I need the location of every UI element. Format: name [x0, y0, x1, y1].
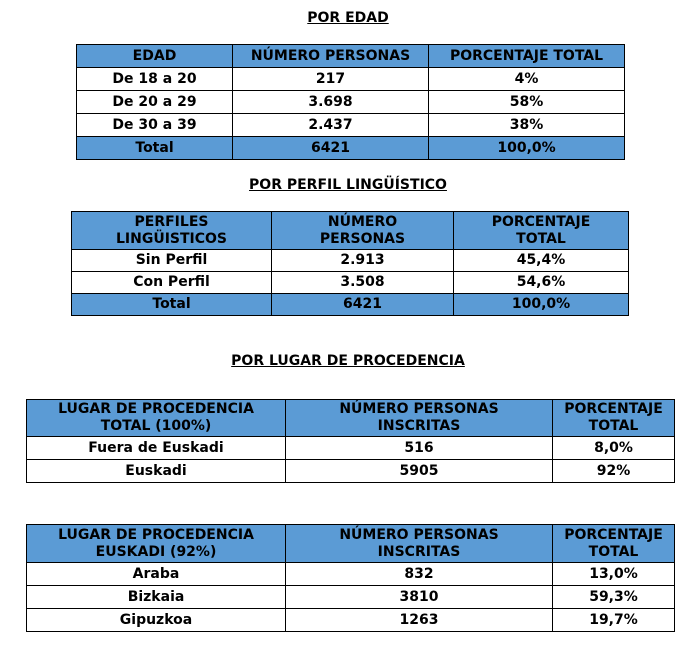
- column-header: EDAD: [77, 45, 233, 68]
- column-header: [286, 525, 553, 563]
- table-header-row: [77, 45, 625, 68]
- column-header: NÚMERO PERSONAS: [233, 45, 429, 68]
- table-cell: 4%: [429, 68, 625, 91]
- table-cell: Sin Perfil: [72, 250, 272, 272]
- table-cell: 2.437: [233, 114, 429, 137]
- table-cell: 45,4%: [454, 250, 629, 272]
- table-cell: 2.913: [272, 250, 454, 272]
- origin-euskadi-table: [26, 524, 675, 632]
- column-header: [286, 400, 553, 437]
- table-row: [27, 609, 675, 632]
- table-row: [77, 68, 625, 91]
- column-header-text: PORCENTAJE TOTAL: [491, 213, 591, 247]
- column-header: [454, 212, 629, 250]
- table-row: [72, 272, 629, 294]
- column-header-text: PORCENTAJE TOTAL: [564, 401, 663, 434]
- table-row: [27, 586, 675, 609]
- language-table: [71, 211, 629, 316]
- table-cell: 832: [286, 563, 553, 586]
- table-cell: 516: [286, 437, 553, 460]
- column-header: [72, 212, 272, 250]
- age-section-title: POR EDAD: [307, 10, 389, 26]
- table-cell: Fuera de Euskadi: [27, 437, 286, 460]
- table-header-row: [27, 400, 675, 437]
- table-cell: 6421: [272, 294, 454, 316]
- table-row: [27, 563, 675, 586]
- origin-section-title: POR LUGAR DE PROCEDENCIA: [231, 353, 465, 369]
- table-cell: 59,3%: [553, 586, 675, 609]
- column-header: [272, 212, 454, 250]
- column-header-text: NÚMERO PERSONAS INSCRITAS: [339, 526, 499, 560]
- table-cell: 58%: [429, 91, 625, 114]
- table-cell: 38%: [429, 114, 625, 137]
- column-header: [553, 525, 675, 563]
- table-cell: 100,0%: [454, 294, 629, 316]
- table-cell: Gipuzkoa: [27, 609, 286, 632]
- table-cell: 5905: [286, 460, 553, 483]
- table-cell: 3810: [286, 586, 553, 609]
- table-header-row: [27, 525, 675, 563]
- total-row: [72, 294, 629, 316]
- column-header: [27, 525, 286, 563]
- column-header-text: PORCENTAJE TOTAL: [564, 526, 663, 560]
- origin-total-table: [26, 399, 675, 483]
- column-header-text: NÚMERO PERSONAS: [319, 213, 406, 247]
- table-cell: 3.508: [272, 272, 454, 294]
- table-row: [27, 437, 675, 460]
- column-header: [27, 400, 286, 437]
- table-header-row: [72, 212, 629, 250]
- table-row: [72, 250, 629, 272]
- language-section-title: POR PERFIL LINGÜÍSTICO: [249, 177, 447, 193]
- table-row: [77, 114, 625, 137]
- table-cell: De 18 a 20: [77, 68, 233, 91]
- table-row: [77, 91, 625, 114]
- table-cell: De 20 a 29: [77, 91, 233, 114]
- table-cell: Con Perfil: [72, 272, 272, 294]
- table-cell: 6421: [233, 137, 429, 160]
- total-row: [77, 137, 625, 160]
- column-header: [553, 400, 675, 437]
- table-cell: Araba: [27, 563, 286, 586]
- table-cell: Euskadi: [27, 460, 286, 483]
- table-cell: Bizkaia: [27, 586, 286, 609]
- table-cell: 92%: [553, 460, 675, 483]
- table-cell: 1263: [286, 609, 553, 632]
- table-cell: 54,6%: [454, 272, 629, 294]
- table-cell: 13,0%: [553, 563, 675, 586]
- table-cell: 8,0%: [553, 437, 675, 460]
- column-header-text: LUGAR DE PROCEDENCIA EUSKADI (92%): [58, 526, 254, 560]
- table-cell: 217: [233, 68, 429, 91]
- table-cell: 3.698: [233, 91, 429, 114]
- column-header-text: NÚMERO PERSONAS INSCRITAS: [339, 401, 499, 434]
- table-cell: Total: [77, 137, 233, 160]
- table-row: [27, 460, 675, 483]
- table-cell: Total: [72, 294, 272, 316]
- table-cell: 19,7%: [553, 609, 675, 632]
- table-cell: De 30 a 39: [77, 114, 233, 137]
- table-cell: 100,0%: [429, 137, 625, 160]
- column-header: PORCENTAJE TOTAL: [429, 45, 625, 68]
- column-header-text: LUGAR DE PROCEDENCIA TOTAL (100%): [58, 401, 254, 434]
- age-table: [76, 44, 625, 160]
- column-header-text: PERFILES LINGÜISTICOS: [115, 213, 227, 247]
